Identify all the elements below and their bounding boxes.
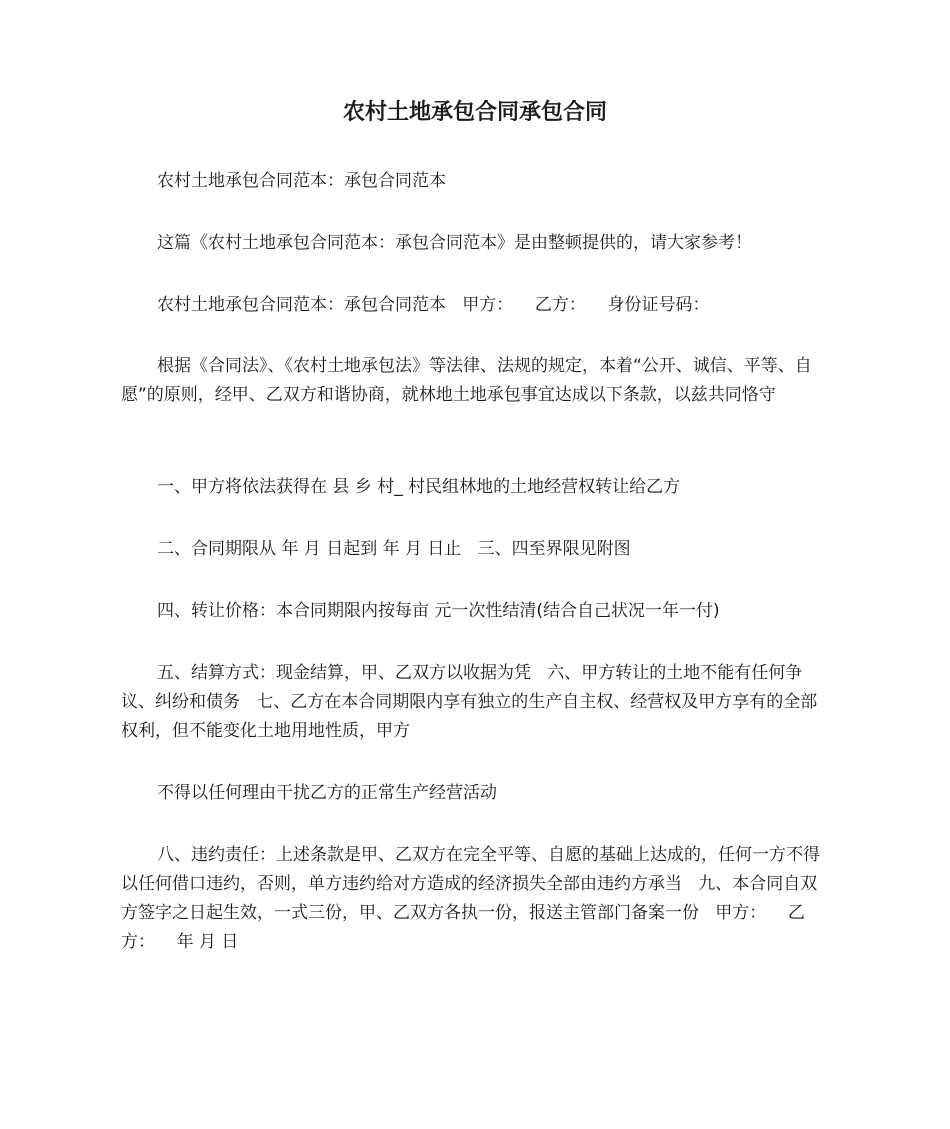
paragraph-clause-5-7: 五、结算方式：现金结算，甲、乙双方以收据为凭 六、甲方转让的土地不能有任何争议、纠纷和债务 七、乙方在本合同期限内享有独立的生产自主权、经营权及甲方享有的全部权利，但不能变化土地用地性质，甲方 <box>121 663 818 741</box>
paragraph-preamble: 根据《合同法》、《农村土地承包法》等法律、法规的规定，本着“公开、诚信、平等、自愿”的原则，经甲、乙双方和谐协商，就林地土地承包事宜达成以下条款，以兹共同恪守 <box>121 356 812 405</box>
paragraph-clause-1: 一、甲方将依法获得在 县 乡 村_ 村民组林地的土地经营权转让给乙方 <box>157 477 681 497</box>
paragraph-intro-heading: 农村土地承包合同范本：承包合同范本 <box>157 171 446 191</box>
paragraph-clause-8-9: 八、违约责任：上述条款是甲、乙双方在完全平等、自愿的基础上达成的，任何一方不得以任何借口违约，否则，单方违约给对方造成的经济损失全部由违约方承当 九、本合同自双方签字之日起生效，一式三份，甲、乙双方各执一份，报送主管部门备案一份 甲方： 乙方： 年 月 日 <box>121 845 820 952</box>
paragraph-clause-2-3: 二、合同期限从 年 月 日起到 年 月 日止 三、四至界限见附图 <box>157 539 631 559</box>
paragraph-source-note: 这篇《农村土地承包合同范本：承包合同范本》是由整顿提供的，请大家参考！ <box>157 233 752 253</box>
paragraph-clause-4: 四、转让价格：本合同期限内按每亩 元一次性结清(结合自己状况一年一付) <box>157 601 720 621</box>
paragraph-parties: 农村土地承包合同范本：承包合同范本 甲方： 乙方： 身份证号码： <box>157 295 710 315</box>
document-title: 农村土地承包合同承包合同 <box>342 100 607 125</box>
paragraph-clause-7-cont: 不得以任何理由干扰乙方的正常生产经营活动 <box>157 783 497 803</box>
